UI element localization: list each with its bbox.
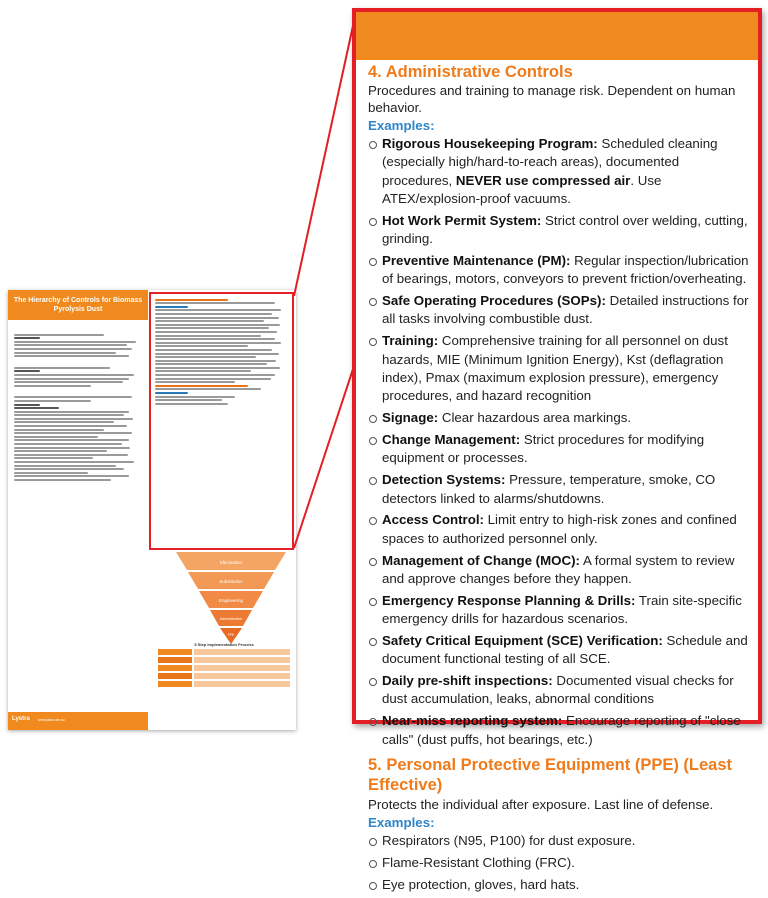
item-text: Limit entry to high-risk zones and confined spaces to authorized personnel only. [382,512,737,546]
item-bold-text: Signage: [382,410,439,426]
list-item [368,672,750,709]
item-bold-text: Change Management: [382,432,521,448]
list-item: Flame-Resistant Clothing (FRC). [368,854,750,872]
item-bold-text: Daily pre-shift inspections: [382,673,553,689]
item-text: Documented visual checks for dust accumulation, leaks, abnormal conditions [382,673,734,707]
poster-left-column [14,324,142,483]
item-bold-text: Detection Systems: [382,472,506,488]
item-text: Clear hazardous area markings. [438,410,632,426]
section4-examples-label: Examples: [368,118,435,133]
poster-logo: Lystra [12,716,30,722]
list-item [368,252,750,289]
poster-highlight-box [149,292,294,550]
section4-description: Procedures and training to manage risk. Dependent on human behavior. [368,83,736,115]
item-bold-text: Access Control: [382,512,484,528]
item-text: Strict control over welding, cutting, grinding. [382,212,748,247]
item-bold-text: Emergency Response Planning & Drills: [382,592,636,608]
section5-examples-label: Examples: [368,814,435,830]
list-item [368,431,750,468]
list-item [368,712,750,749]
section-administrative-controls [368,62,750,749]
item-text: Train site-specific emergency drills for hazardous scenarios. [382,592,742,627]
pyramid-label-4: Administrative [219,617,243,621]
list-item [368,511,750,548]
list-item [368,471,750,508]
item-text: Pressure, temperature, smoke, CO detectors linked to alarms/shutdowns. [382,472,716,506]
list-item: Eye protection, gloves, hard hats. [368,876,750,894]
section4-list [368,135,750,749]
section5-title: 5. Personal Protective Equipment (PPE) (Least Effective) [368,755,733,794]
poster-footer [8,712,148,730]
poster-pyramid [176,552,286,644]
poster-steps-title: 5 Step Implementation Process [194,642,254,647]
item-bold-text: Management of Change (MOC): [382,552,580,568]
list-item [368,409,750,427]
item-text: Detailed instructions for all tasks involving combustible dust. [382,293,749,327]
zoom-banner [356,12,758,60]
section-ppe [368,755,750,894]
item-bold-text: Hot Work Permit System: [382,212,542,228]
item-bold-text: Near-miss reporting system: [382,713,563,729]
poster-thumbnail [8,290,296,730]
item-text: Scheduled cleaning (especially high/hard-to-reach areas), documented procedures, [382,136,718,188]
pyramid-label-1: Elimination [219,560,243,565]
item-text: Encourage reporting of "close calls" (dust puffs, hot bearings, etc.) [382,713,741,747]
poster-url: www.lystra.com.au [38,718,65,722]
list-item [368,592,750,629]
poster-steps [158,642,290,720]
item-text: Comprehensive training for all personnel on dust hazards, MIE (Minimum Ignition Energy), Kst (deflagration index), Pmax (maximum explosion pressure), emergency procedures, and hazard recognition [382,333,728,404]
item-bold-text: NEVER use compressed air [455,172,631,188]
item-bold-text: Training: [382,333,439,349]
section4-title: 4. Administrative Controls [368,63,573,81]
list-item [368,632,750,669]
list-item [368,212,750,249]
item-text: Schedule and document functional testing of all SCE. [382,632,748,667]
item-bold-text: Safe Operating Procedures (SOPs): [382,293,606,309]
item-text: . Use ATEX/explosion-proof vacuums. [382,172,662,206]
pyramid-label-5: PPE [227,633,235,637]
list-item [368,552,750,589]
list-item [368,292,750,329]
poster-title: The Hierarchy of Controls for Biomass Pyrolysis Dust [13,297,143,313]
zoomed-detail-panel [352,8,762,892]
item-text: Strict procedures for modifying equipment or processes. [382,432,705,466]
item-bold-text: Preventive Maintenance (PM): [382,252,571,268]
item-text: A formal system to review and approve changes before they happen. [382,552,735,586]
zoom-content [368,62,750,898]
item-text: Regular inspection/lubrication of bearings, motors, conveyors to prevent friction/overheating. [382,252,749,287]
item-bold-text: Safety Critical Equipment (SCE) Verification: [382,632,663,648]
section5-description: Protects the individual after exposure. Last line of defense. [368,796,714,812]
list-item [368,332,750,405]
item-bold-text: Rigorous Housekeeping Program: [382,136,598,151]
pyramid-label-2: Substitution [219,579,243,584]
list-item: Respirators (N95, P100) for dust exposure. [368,832,750,850]
pyramid-label-3: Engineering [218,598,244,603]
list-item [368,135,750,208]
section5-list [368,832,750,894]
poster-header [8,290,148,320]
